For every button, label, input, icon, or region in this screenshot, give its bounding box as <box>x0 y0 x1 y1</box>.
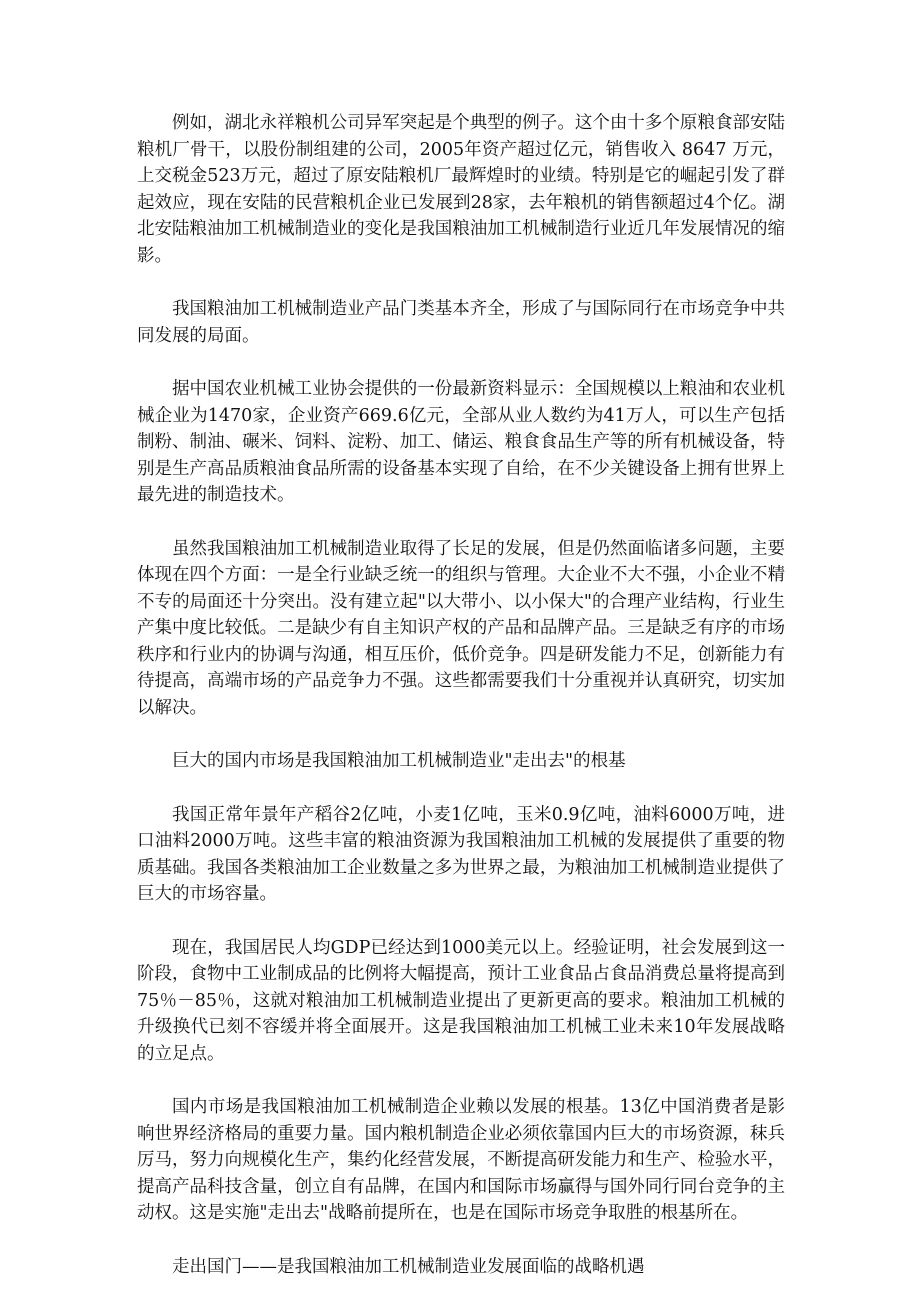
document-body <box>137 110 785 1307</box>
paragraph-industry-problems: 虽然我国粮油加工机械制造业取得了长足的发展，但是仍然面临诸多问题，主要体现在四个方面：一是全行业缺乏统一的组织与管理。大企业不大不强，小企业不精不专的局面还十分突出。没有建立起"以大带小、以小保大"的合理产业结构，行业生产集中度比较低。二是缺少有自主知识产权的产品和品牌产品。三是缺乏有序的市场秩序和行业内的协调与沟通，相互压价，低价竞争。四是研发能力不足，创新能力有待提高，高端市场的产品竞争力不强。这些都需要我们十分重视并认真研究，切实加以解决。 <box>137 538 785 718</box>
section-heading-going-global: 走出国门——是我国粮油加工机械制造业发展面临的战略机遇 <box>172 1256 645 1277</box>
section-heading-domestic-market: 巨大的国内市场是我国粮油加工机械制造业"走出去"的根基 <box>172 751 626 771</box>
paragraph-gdp-development: 现在，我国居民人均GDP已经达到1000美元以上。经验证明，社会发展到这一阶段，食物中工业制成品的比例将大幅提高，预计工业食品占食品消费总量将提高到75％－85％，这就对粮油加工机械制造业提出了更新更高的要求。粮油加工机械的升级换代已刻不容缓并将全面展开。这是我国粮油加工机械工业未来10年发展战略的立足点。 <box>137 937 785 1064</box>
paragraph-industry-statistics: 据中国农业机械工业协会提供的一份最新资料显示：全国规模以上粮油和农业机械企业为1470家，企业资产669.6亿元，全部从业人数约为41万人，可以生产包括制粉、制油、碾米、饲料、淀粉、加工、储运、粮食食品生产等的所有机械设备，特别是生产高品质粮油食品所需的设备基本实现了自给，在不少关键设备上拥有世界上最先进的制造技术。 <box>137 379 785 505</box>
paragraph-yongxiang-example: 例如，湖北永祥粮机公司异军突起是个典型的例子。这个由十多个原粮食部安陆粮机厂骨干，以股份制组建的公司，2005年资产超过亿元，销售收入 8647 万元，上交税金523万元，超过了原安陆粮机厂最辉煌时的业绩。特别是它的崛起引发了群起效应，现在安陆的民营粮机企业已发展到28家，去年粮机的销售额超过4个亿。湖北安陆粮油加工机械制造业的变化是我国粮油加工机械制造行业近几年发展情况的缩影。 <box>137 113 785 266</box>
paragraph-product-categories: 我国粮油加工机械制造业产品门类基本齐全，形成了与国际同行在市场竞争中共同发展的局面。 <box>137 299 785 346</box>
paragraph-domestic-foundation: 国内市场是我国粮油加工机械制造企业赖以发展的根基。13亿中国消费者是影响世界经济格局的重要力量。国内粮机制造企业必须依靠国内巨大的市场资源，秣兵厉马，努力向规模化生产，集约化经营发展，不断提高研发能力和生产、检验水平，提高产品科技含量，创立自有品牌，在国内和国际市场赢得与国外同行同台竞争的主动权。这是实施"走出去"战略前提所在，也是在国际市场竞争取胜的根基所在。 <box>137 1097 785 1223</box>
paragraph-grain-output: 我国正常年景年产稻谷2亿吨，小麦1亿吨，玉米0.9亿吨，油料6000万吨，进口油料2000万吨。这些丰富的粮油资源为我国粮油加工机械的发展提供了重要的物质基础。我国各类粮油加工企业数量之多为世界之最，为粮油加工机械制造业提供了巨大的市场容量。 <box>137 804 785 904</box>
